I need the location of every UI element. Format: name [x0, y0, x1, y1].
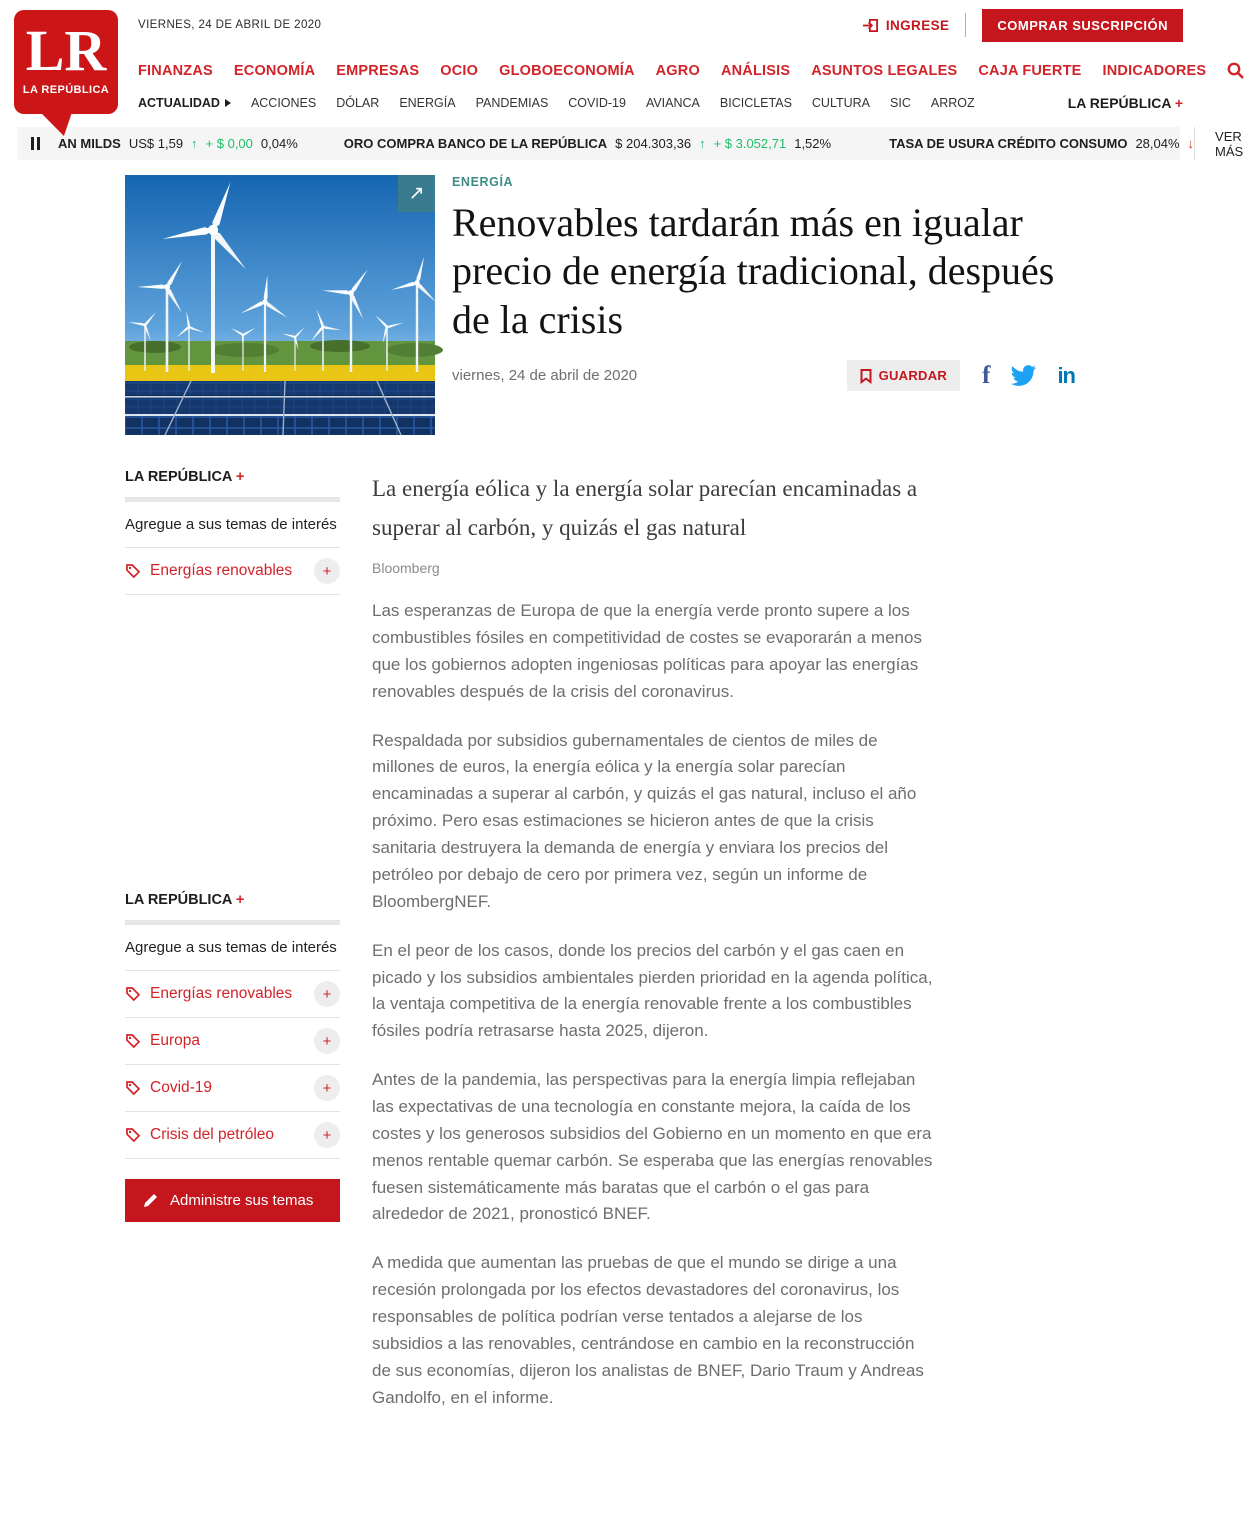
topics-box-1: [125, 469, 340, 595]
search-icon[interactable]: [1227, 62, 1244, 79]
topics-prompt: Agregue a sus temas de interés: [125, 939, 340, 971]
ticker-item-milds[interactable]: AN MILDS US$ 1,59 ↑ + $ 0,00 0,04%: [58, 136, 298, 151]
subnav-energia[interactable]: ENERGÍA: [399, 96, 456, 110]
chevron-right-icon: [225, 99, 231, 107]
lr-plus-heading: LA REPÚBLICA +: [125, 469, 245, 485]
paragraph: Respaldada por subsidios gubernamentales de cientos de miles de millones de euros, la energía eólica y la energía solar parecían encaminadas a superar al carbón, y quizás el gas natural, incluso el año próximo. Pero esas estimaciones se hicieron antes de que la crisis sanitaria destruyera la demanda de energía y enviara los precios del petróleo por debajo de cero por primera vez, según un informe de BloombergNEF.: [372, 730, 917, 911]
subnav-bicicletas[interactable]: BICICLETAS: [719, 96, 792, 110]
pencil-icon: [143, 1193, 158, 1208]
la-republica-plus-link[interactable]: LA REPÚBLICA +: [1067, 95, 1183, 111]
add-topic-button[interactable]: +: [314, 1075, 340, 1101]
paragraph: En el peor de los casos, donde los precios del carbón y el gas caen en picado y los subsidios ambientales pierden prioridad en la agenda política, la ventaja competitiva de la energía renovable frente a los combustibles fósiles podría retrasarse hasta 2025, dijeron.: [372, 940, 933, 1041]
article-byline: Bloomberg: [372, 560, 440, 577]
add-topic-button[interactable]: +: [314, 981, 340, 1007]
divider: [125, 497, 340, 502]
market-ticker: [17, 127, 1244, 160]
paragraph: Antes de la pandemia, las perspectivas para la energía limpia reflejaban las expectativas de una tecnología en constante mejora, la caída de los costes y los generosos subsidios del Gobierno en un momento en que era menos rentable quemar carbón. Se esperaba que las energías renovables fuesen sistemáticamente más baratas que el carbón o el gas para alrededor de 2021, pronosticó BNEF.: [372, 1070, 933, 1224]
ticker-item-oro[interactable]: ORO COMPRA BANCO DE LA REPÚBLICA $ 204.303,36 ↑ + $ 3.052,71 1,52%: [343, 136, 832, 151]
expand-image-button[interactable]: [398, 175, 435, 212]
topic-crisis-del-petroleo[interactable]: Crisis del petróleo +: [125, 1112, 340, 1159]
facebook-icon[interactable]: f: [982, 362, 991, 390]
subnav-avianca[interactable]: AVIANCA: [645, 96, 700, 110]
nav-agro[interactable]: AGRO: [655, 62, 700, 79]
article-image: [125, 175, 435, 435]
article-date: viernes, 24 de abril de 2020: [452, 367, 638, 385]
login-icon: [863, 18, 879, 33]
plus-icon: +: [235, 469, 245, 485]
nav-economia[interactable]: ECONOMÍA: [233, 62, 316, 79]
manage-topics-button[interactable]: Administre sus temas: [125, 1179, 340, 1222]
subnav-actualidad[interactable]: ACTUALIDAD: [138, 96, 231, 110]
nav-indicadores[interactable]: INDICADORES: [1102, 62, 1207, 79]
expand-arrow-icon: ↗: [408, 183, 425, 204]
linkedin-icon[interactable]: in: [1057, 362, 1075, 388]
plus-icon: +: [235, 892, 245, 908]
tag-icon: [125, 563, 141, 579]
login-link[interactable]: INGRESE: [863, 18, 950, 33]
divider: [125, 920, 340, 925]
add-topic-button[interactable]: +: [314, 1028, 340, 1054]
bookmark-icon: [860, 369, 872, 383]
up-arrow-icon: ↑: [191, 136, 198, 151]
add-topic-button[interactable]: +: [314, 558, 340, 584]
lr-logo-initials: LR: [25, 18, 107, 83]
twitter-icon[interactable]: [1010, 365, 1037, 387]
tag-icon: [125, 986, 141, 1002]
topics-sidebar: [125, 469, 340, 1411]
nav-empresas[interactable]: EMPRESAS: [336, 62, 420, 79]
paragraph: A medida que aumentan las pruebas de que el mundo se dirige a una recesión prolongada por los efectos devastadores del coronavirus, los responsables de política podrían verse tentados a alejarse de los subsidios a las renovables, centrándose en cambio en la reconstrucción de sus economías, dijeron los analistas de BNEF, Dario Traum y Andreas Gandolfo, en el informe.: [372, 1253, 924, 1407]
up-arrow-icon: ↑: [699, 136, 706, 151]
main-nav: [138, 62, 1207, 79]
lr-plus-heading: LA REPÚBLICA +: [125, 892, 245, 908]
article-body: [372, 469, 934, 1411]
topic-covid-19[interactable]: Covid-19 +: [125, 1065, 340, 1112]
nav-analisis[interactable]: ANÁLISIS: [720, 62, 791, 79]
tag-icon: [125, 1127, 141, 1143]
topics-prompt: Agregue a sus temas de interés: [125, 516, 340, 548]
subnav-sic[interactable]: SIC: [890, 96, 911, 110]
article-lede: La energía eólica y la energía solar parecían encaminadas a superar al carbón, y quizás el gas natural: [372, 476, 918, 541]
subnav-pandemias[interactable]: PANDEMIAS: [475, 96, 549, 110]
lr-logo-name: LA REPÚBLICA: [22, 84, 110, 96]
topic-energias-renovables[interactable]: Energías renovables +: [125, 548, 340, 595]
lr-logo[interactable]: [14, 10, 118, 114]
subnav-acciones[interactable]: ACCIONES: [250, 96, 317, 110]
subnav-cultura[interactable]: CULTURA: [811, 96, 871, 110]
current-date: VIERNES, 24 DE ABRIL DE 2020: [138, 19, 322, 31]
subnav-arroz[interactable]: ARROZ: [930, 96, 975, 110]
pause-icon[interactable]: [31, 137, 40, 150]
down-arrow-icon: ↓: [1187, 136, 1195, 151]
nav-ocio[interactable]: OCIO: [440, 62, 479, 79]
tag-icon: [125, 1080, 141, 1096]
article-category[interactable]: ENERGÍA: [452, 175, 514, 189]
plus-icon: +: [1174, 95, 1183, 111]
topic-nav: [138, 95, 1183, 125]
save-button[interactable]: GUARDAR: [847, 360, 961, 391]
topic-europa[interactable]: Europa +: [125, 1018, 340, 1065]
topic-energias-renovables[interactable]: Energías renovables +: [125, 971, 340, 1018]
nav-asuntos-legales[interactable]: ASUNTOS LEGALES: [811, 62, 958, 79]
ticker-item-usura[interactable]: TASA DE USURA CRÉDITO CONSUMO 28,04% ↓: [889, 136, 1195, 151]
site-header: [0, 0, 1207, 125]
nav-globoeconomia[interactable]: GLOBOECONOMÍA: [499, 62, 635, 79]
nav-caja-fuerte[interactable]: CAJA FUERTE: [978, 62, 1082, 79]
paragraph: Las esperanzas de Europa de que la energía verde pronto supere a los combustibles fósiles en competitividad de costes se evaporarán a menos que los gobiernos adopten ingeniosas políticas para apoyar las energías renovables después de la crisis del coronavirus.: [372, 601, 922, 701]
article-title: Renovables tardarán más en igualar precio de energía tradicional, después de la crisis: [452, 200, 1055, 342]
header-divider: [965, 13, 966, 37]
topics-box-2: [125, 892, 340, 1222]
add-topic-button[interactable]: +: [314, 1122, 340, 1148]
ver-mas-link[interactable]: VER MÁS: [1194, 127, 1243, 160]
tag-icon: [125, 1033, 141, 1049]
subnav-dolar[interactable]: DÓLAR: [336, 96, 380, 110]
subnav-covid19[interactable]: COVID-19: [568, 96, 626, 110]
subscribe-button[interactable]: COMPRAR SUSCRIPCIÓN: [982, 9, 1183, 42]
wind-solar-illustration: [125, 175, 435, 435]
nav-finanzas[interactable]: FINANZAS: [138, 62, 213, 79]
